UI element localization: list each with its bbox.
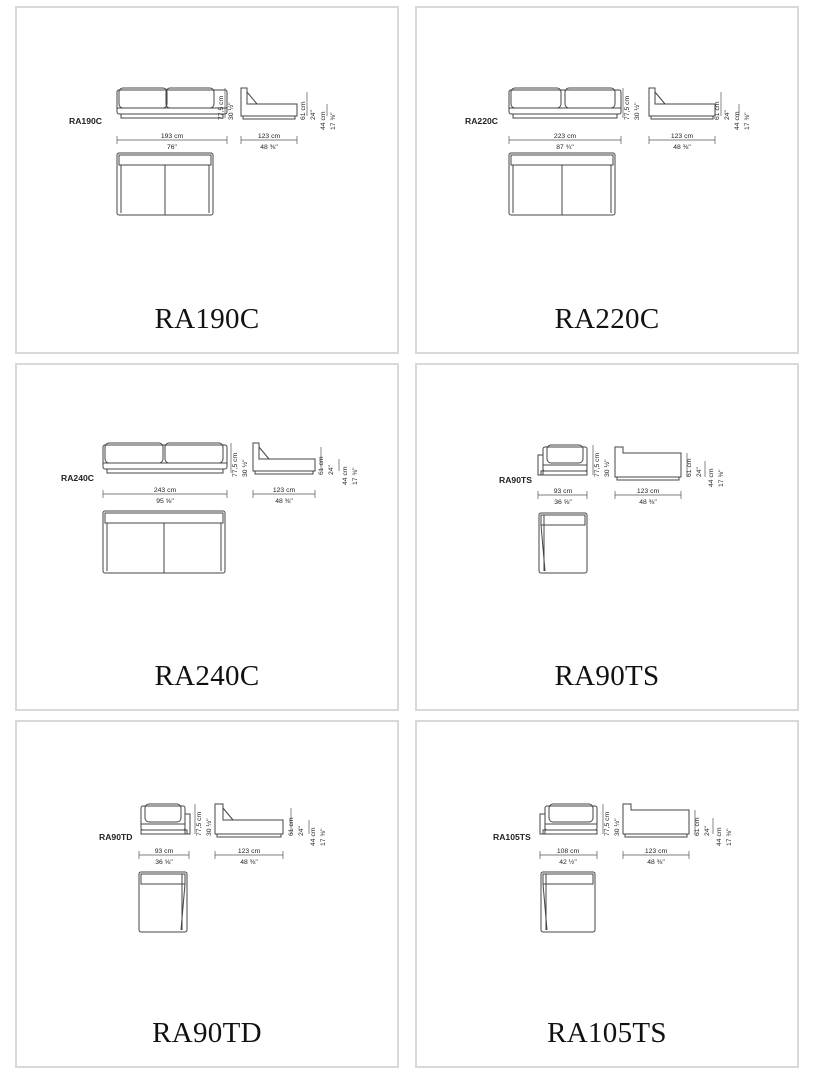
width-in-label: 95 ⅝" — [156, 498, 174, 505]
back-height-in-label: 24" — [724, 110, 731, 120]
width-cm-label: 108 cm — [556, 848, 580, 855]
seat-height-in-label: 17 ⅜" — [330, 112, 337, 130]
height-cm-label: 77,5 cm — [604, 811, 611, 836]
height-cm-label: 77,5 cm — [218, 95, 225, 120]
depth-cm-label: 123 cm — [670, 133, 694, 140]
product-title: RA190C — [154, 303, 260, 335]
width-in-label: 87 ¾" — [556, 144, 574, 151]
product-title: RA90TD — [152, 1017, 262, 1049]
product-title: RA105TS — [547, 1017, 667, 1049]
height-cm-label: 77,5 cm — [624, 95, 631, 120]
seat-height-cm-label: 44 cm — [310, 827, 317, 846]
depth-in-label: 48 ⅜" — [260, 144, 278, 151]
height-in-label: 30 ½" — [228, 102, 235, 120]
height-cm-label: 77,5 cm — [594, 452, 601, 477]
seat-height-in-label: 17 ⅜" — [352, 467, 359, 485]
depth-cm-label: 123 cm — [257, 133, 281, 140]
product-title: RA240C — [154, 660, 260, 692]
chair-side-view — [215, 804, 283, 837]
back-height-in-label: 24" — [298, 826, 305, 836]
sofa-top-view — [103, 511, 225, 573]
seat-height-cm-label: 44 cm — [734, 111, 741, 130]
depth-cm-label: 123 cm — [644, 848, 668, 855]
depth-cm-label: 123 cm — [272, 487, 296, 494]
back-height-cm-label: 61 cm — [288, 817, 295, 836]
sofa-front-view — [509, 88, 621, 118]
back-height-in-label: 24" — [704, 826, 711, 836]
depth-in-label: 48 ⅜" — [647, 859, 665, 866]
back-height-cm-label: 61 cm — [300, 101, 307, 120]
back-height-cm-label: 61 cm — [318, 456, 325, 475]
height-in-label: 30 ½" — [206, 818, 213, 836]
back-height-cm-label: 61 cm — [686, 458, 693, 477]
product-code-label: RA190C — [69, 116, 102, 126]
sofa-side-view — [241, 88, 297, 119]
height-in-label: 30 ½" — [634, 102, 641, 120]
seat-height-cm-label: 44 cm — [342, 466, 349, 485]
product-card-ra190c — [15, 6, 399, 354]
seat-height-cm-label: 44 cm — [716, 827, 723, 846]
chair-front-view — [538, 445, 587, 475]
chair-top-view — [139, 872, 187, 932]
width-cm-label: 93 cm — [154, 848, 174, 855]
chair-side-view — [615, 447, 681, 480]
height-cm-label: 77,5 cm — [196, 811, 203, 836]
product-code-label: RA90TS — [499, 475, 532, 485]
product-card-ra220c — [415, 6, 799, 354]
height-in-label: 30 ½" — [614, 818, 621, 836]
product-card-ra105ts — [415, 720, 799, 1068]
depth-cm-label: 123 cm — [636, 488, 660, 495]
product-code-label: RA90TD — [99, 832, 133, 842]
seat-height-in-label: 17 ⅜" — [726, 828, 733, 846]
seat-height-cm-label: 44 cm — [708, 468, 715, 487]
product-title: RA90TS — [554, 660, 660, 692]
back-height-in-label: 24" — [328, 465, 335, 475]
product-code-label: RA105TS — [493, 832, 531, 842]
chair-top-view — [541, 872, 595, 932]
width-cm-label: 243 cm — [153, 487, 177, 494]
depth-in-label: 48 ⅜" — [240, 859, 258, 866]
product-card-ra90ts — [415, 363, 799, 711]
seat-height-in-label: 17 ⅜" — [744, 112, 751, 130]
sofa-front-view — [117, 88, 227, 118]
width-cm-label: 93 cm — [553, 488, 573, 495]
back-height-cm-label: 61 cm — [714, 101, 721, 120]
product-card-ra240c — [15, 363, 399, 711]
width-in-label: 42 ½" — [559, 859, 577, 866]
width-in-label: 76" — [167, 144, 177, 151]
sofa-side-view — [253, 443, 315, 474]
height-in-label: 30 ½" — [604, 459, 611, 477]
chair-front-view — [540, 804, 597, 834]
sofa-top-view — [509, 153, 615, 215]
width-cm-label: 223 cm — [553, 133, 577, 140]
back-height-in-label: 24" — [696, 467, 703, 477]
back-height-in-label: 24" — [310, 110, 317, 120]
chair-front-view — [141, 804, 190, 834]
width-in-label: 36 ⅝" — [155, 859, 173, 866]
width-in-label: 36 ⅝" — [554, 499, 572, 506]
product-code-label: RA220C — [465, 116, 498, 126]
seat-height-in-label: 17 ⅜" — [718, 469, 725, 487]
depth-cm-label: 123 cm — [237, 848, 261, 855]
sofa-top-view — [117, 153, 213, 215]
back-height-cm-label: 61 cm — [694, 817, 701, 836]
seat-height-in-label: 17 ⅜" — [320, 828, 327, 846]
seat-height-cm-label: 44 cm — [320, 111, 327, 130]
height-cm-label: 77,5 cm — [232, 452, 239, 477]
chair-top-view — [539, 513, 587, 573]
product-code-label: RA240C — [61, 473, 94, 483]
depth-in-label: 48 ⅜" — [275, 498, 293, 505]
product-title: RA220C — [554, 303, 660, 335]
height-in-label: 30 ½" — [242, 459, 249, 477]
depth-in-label: 48 ⅜" — [639, 499, 657, 506]
product-card-ra90td — [15, 720, 399, 1068]
sofa-front-view — [103, 443, 227, 473]
chair-side-view — [623, 804, 689, 837]
width-cm-label: 193 cm — [160, 133, 184, 140]
depth-in-label: 48 ⅜" — [673, 144, 691, 151]
sofa-side-view — [649, 88, 715, 119]
